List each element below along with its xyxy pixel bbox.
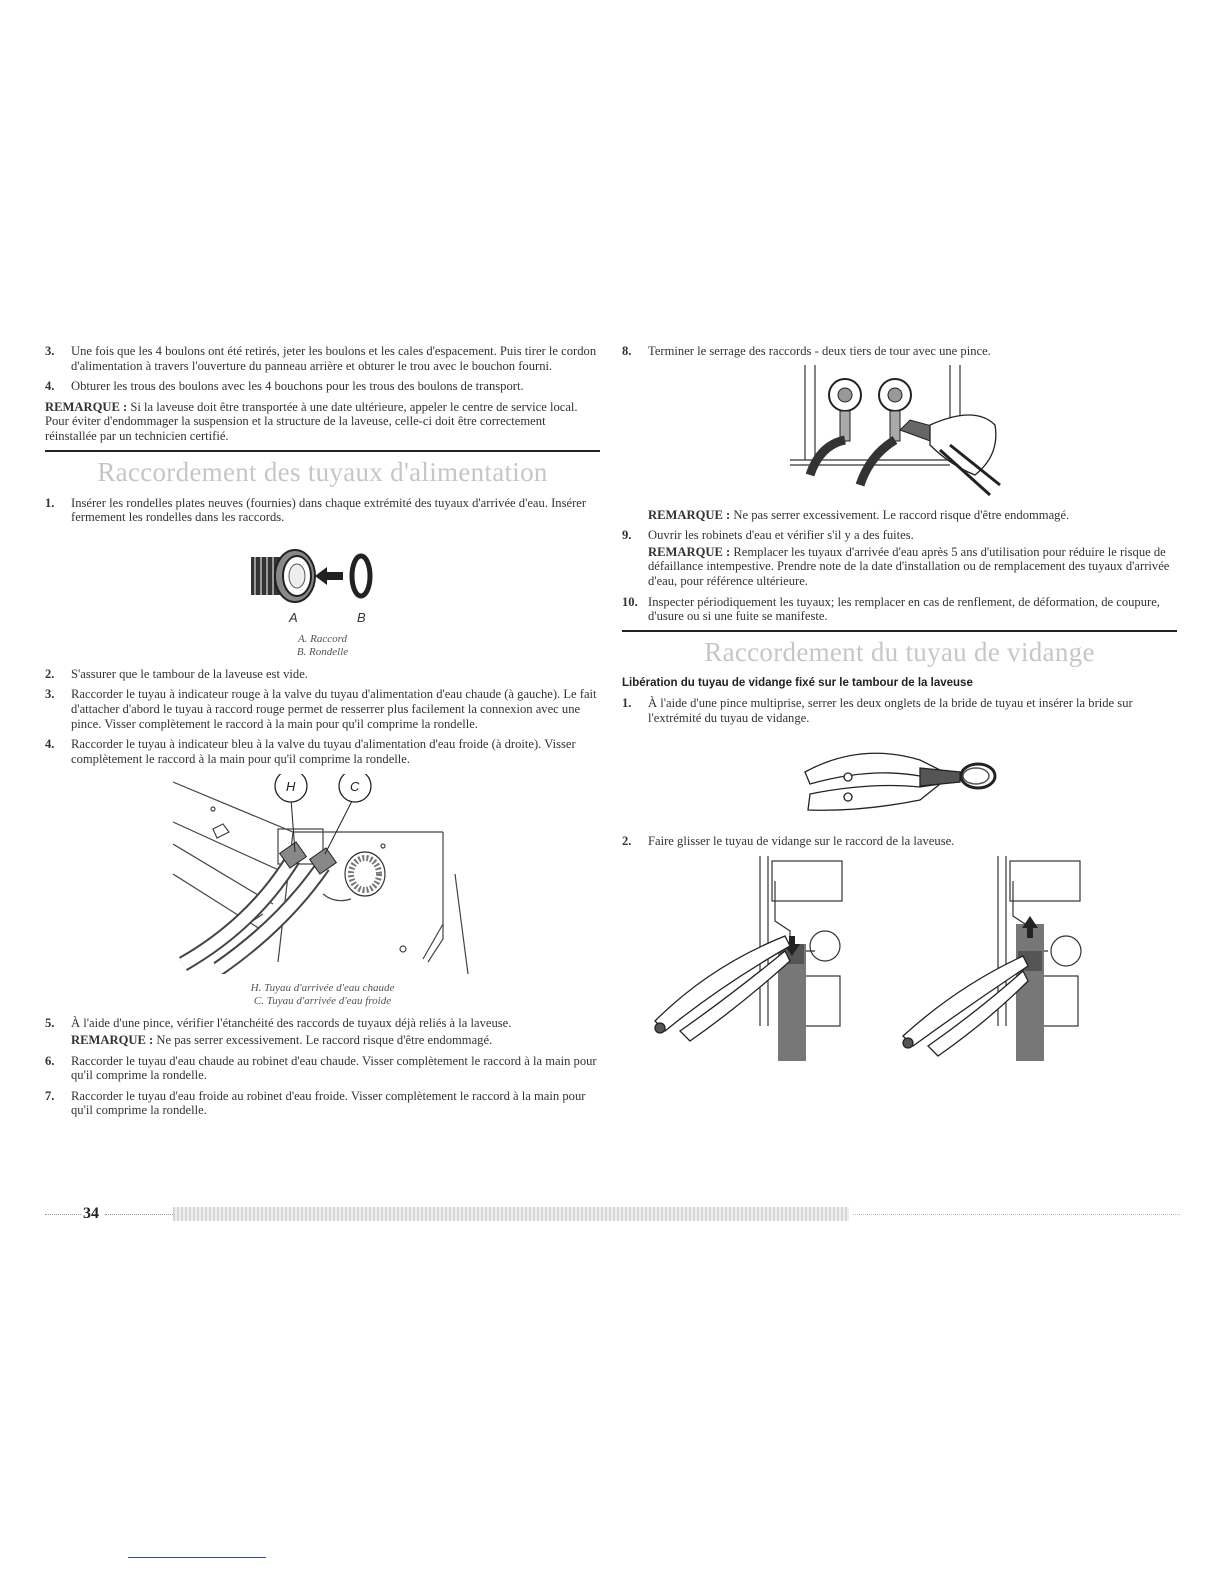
item-number: 2. xyxy=(622,833,632,848)
label-a: A xyxy=(288,609,298,625)
item-number: 5. xyxy=(45,1016,55,1031)
faucet-valves xyxy=(829,379,911,441)
note-text: Remplacer les tuyaux d'arrivée d'eau après 5 ans d'utilisation pour réduire le risque de défaillance intempestive. Prendre note de la date d'installation ou de remplacement des tuyaux d'arrivée d'eau, pour référence ultérieure. xyxy=(648,544,1170,588)
list-item xyxy=(622,528,1177,543)
section-divider xyxy=(622,630,1177,632)
page-number: 34 xyxy=(83,1205,99,1222)
note-text: Ne pas serrer excessivement. Le raccord risque d'être endommagé. xyxy=(730,507,1070,522)
note-text: Ne pas serrer excessivement. Le raccord risque d'être endommagé. xyxy=(153,1032,493,1047)
subheading: Libération du tuyau de vidange fixé sur le tambour de la laveuse xyxy=(622,676,973,689)
hose-clamp xyxy=(961,764,995,788)
item-number: 9. xyxy=(622,528,632,543)
item-number: 6. xyxy=(45,1053,55,1068)
left-column xyxy=(45,344,600,1124)
item-text: Ouvrir les robinets d'eau et vérifier s'il y a des fuites. xyxy=(648,528,914,543)
caption-a: A. Raccord xyxy=(297,632,348,645)
drain-grid xyxy=(345,852,385,896)
item-text: Raccorder le tuyau à indicateur bleu à la valve du tuyau d'alimentation d'eau froide (à droite). Visser complètement le raccord à la main pour qu'il comprime la rondelle. xyxy=(71,737,576,766)
list-item xyxy=(45,379,600,394)
item-text: Terminer le serrage des raccords - deux tiers de tour avec une pince. xyxy=(648,344,991,358)
right-column xyxy=(622,344,1177,1069)
list-item xyxy=(45,496,600,525)
list-item xyxy=(45,737,600,766)
item-number: 2. xyxy=(45,666,55,681)
label-c: C xyxy=(349,779,359,795)
item-text: Raccorder le tuyau d'eau froide au robinet d'eau froide. Visser complètement le raccord à la main pour qu'il comprime la rondelle. xyxy=(71,1088,586,1118)
list-item xyxy=(45,1054,600,1083)
item-text: Obturer les trous des boulons avec les 4 bouchons pour les trous des boulons de transport. xyxy=(71,379,524,394)
washer-illustration xyxy=(352,556,370,596)
pliers-faucet-illustration xyxy=(790,365,1010,500)
drain-hose-step-b-illustration xyxy=(898,856,1098,1061)
note-label: REMARQUE : xyxy=(648,544,731,559)
item-number: 1. xyxy=(45,495,55,510)
pliers xyxy=(655,936,790,1041)
item-text: À l'aide d'une pince multiprise, serrer les deux onglets de la bride de tuyau et insérer la bride sur l'extrémité du tuyau de vidange. xyxy=(648,696,1133,725)
coupling-washer-illustration xyxy=(233,533,413,625)
callout-h xyxy=(275,774,307,802)
figure-pliers-clamp xyxy=(622,732,1177,824)
item-text: Raccorder le tuyau à indicateur rouge à la valve du tuyau d'alimentation d'eau chaude (à gauche). Le fait d'attacher d'abord le tuyau à raccord rouge permet de resserrer plus facilement la connexion avec une pince. Visser complètement le raccord à la main pour qu'il comprime la rondelle. xyxy=(71,687,597,731)
note-label: REMARQUE : xyxy=(45,399,128,414)
list-item xyxy=(622,834,1177,849)
item-number: 8. xyxy=(622,344,632,358)
item-number: 4. xyxy=(45,737,55,752)
hoses xyxy=(810,440,895,485)
caption-b: B. Rondelle xyxy=(296,645,349,658)
list-item xyxy=(622,595,1177,624)
item-text: Une fois que les 4 boulons ont été retirés, jeter les boulons et les cales d'espacement. Puis tirer le cordon d'alimentation à travers l'ouverture du panneau arrière et obturer le trou avec le bouchon fourni. xyxy=(71,344,597,373)
item-text: Faire glisser le tuyau de vidange sur le raccord de la laveuse. xyxy=(648,833,955,848)
item-text: Insérer les rondelles plates neuves (fournies) dans chaque extrémité des tuyaux d'arrivée d'eau. Insérer fermement les rondelles dans les raccords. xyxy=(71,495,587,525)
bottom-rule xyxy=(128,1557,266,1558)
list-item xyxy=(45,667,600,682)
note xyxy=(45,400,600,444)
item-number: 3. xyxy=(45,344,55,358)
note-text: Si la laveuse doit être transportée à une date ultérieure, appeler le centre de service local. Pour éviter d'endommager la suspension et la structure de la laveuse, celle-ci doit être correctement réinstallée par un technicien certifié. xyxy=(45,399,578,443)
footer-bar xyxy=(173,1207,849,1221)
section-divider xyxy=(45,450,600,452)
page-footer xyxy=(45,1203,1180,1227)
figure-caption xyxy=(45,633,600,659)
figure-coupling-washer xyxy=(45,533,600,625)
footer-divider xyxy=(853,1214,1180,1215)
hand-with-pliers xyxy=(900,415,1000,495)
list-item xyxy=(45,1016,600,1031)
inlet-hoses xyxy=(183,799,353,969)
item-number: 10. xyxy=(622,594,638,609)
note xyxy=(648,545,1177,589)
pliers xyxy=(903,956,1028,1056)
item-number: 3. xyxy=(45,687,55,702)
caption-c: C. Tuyau d'arrivée d'eau froide xyxy=(253,995,392,1008)
figure-drain-hose xyxy=(650,856,1177,1061)
item-number: 4. xyxy=(45,379,55,394)
figure-pliers-faucet xyxy=(622,365,1177,500)
item-text: Inspecter périodiquement les tuyaux; les remplacer en cas de renflement, de déformation, de coupure, d'usure ou si une fuite se manifeste. xyxy=(648,594,1160,624)
list-item xyxy=(622,344,1177,359)
pliers-clamp-illustration xyxy=(800,732,1000,824)
callout-c xyxy=(339,774,371,802)
note xyxy=(71,1033,600,1048)
drain-hose-step-a-illustration xyxy=(650,856,850,1061)
footer-divider xyxy=(45,1214,81,1215)
section-title: Raccordement du tuyau de vidange xyxy=(704,636,1095,667)
footer-divider xyxy=(105,1214,173,1215)
label-b: B xyxy=(356,609,366,625)
washer-rear-illustration xyxy=(173,774,473,974)
note-label: REMARQUE : xyxy=(71,1032,154,1047)
label-h: H xyxy=(285,779,295,795)
caption-h: H. Tuyau d'arrivée d'eau chaude xyxy=(250,982,395,995)
item-number: 1. xyxy=(622,696,632,711)
coupling-illustration xyxy=(251,550,315,602)
section-title: Raccordement des tuyaux d'alimentation xyxy=(97,456,548,487)
item-text: À l'aide d'une pince, vérifier l'étanchéité des raccords de tuyaux déjà reliés à la laveuse. xyxy=(71,1016,512,1031)
pliers xyxy=(805,753,960,810)
list-item xyxy=(622,696,1177,725)
list-item xyxy=(45,1089,600,1118)
list-item xyxy=(45,687,600,731)
figure-caption xyxy=(45,982,600,1008)
item-text: S'assurer que le tambour de la laveuse est vide. xyxy=(71,666,308,681)
note-label: REMARQUE : xyxy=(648,507,731,522)
item-text: Raccorder le tuyau d'eau chaude au robinet d'eau chaude. Visser complètement le raccord à la main pour qu'il comprime la rondelle. xyxy=(71,1053,597,1083)
item-number: 7. xyxy=(45,1088,55,1103)
drain-hose xyxy=(1016,924,1044,1061)
figure-washer-rear xyxy=(45,774,600,974)
list-item xyxy=(45,344,600,373)
note xyxy=(648,508,1177,523)
arrow-icon xyxy=(315,567,343,585)
